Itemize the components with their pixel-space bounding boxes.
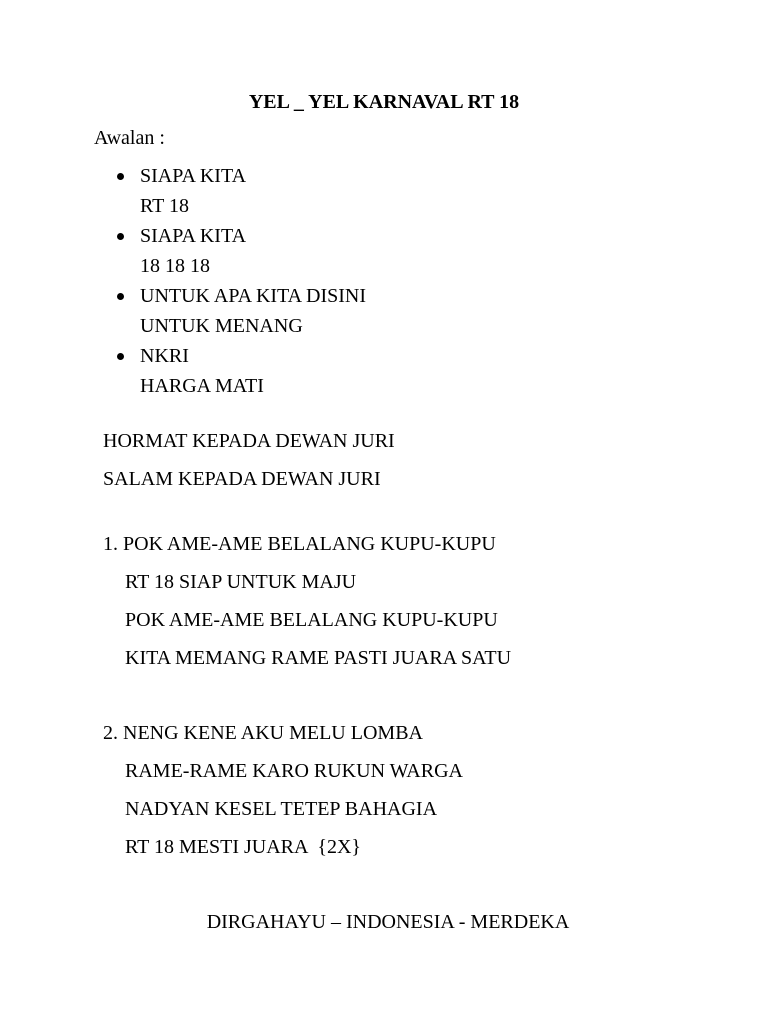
bullet-icon bbox=[117, 233, 124, 240]
list-item-call: SIAPA KITA bbox=[140, 225, 247, 247]
bullet-icon bbox=[117, 293, 124, 300]
list-item-response: 18 18 18 bbox=[140, 255, 210, 277]
list-item-call: SIAPA KITA bbox=[140, 165, 247, 187]
verse-line: POK AME-AME BELALANG KUPU-KUPU bbox=[125, 609, 498, 631]
list-item-response: RT 18 bbox=[140, 195, 189, 217]
verse-line: 1. POK AME-AME BELALANG KUPU-KUPU bbox=[103, 533, 496, 555]
page-title: YEL _ YEL KARNAVAL RT 18 bbox=[248, 91, 520, 113]
greeting-line: SALAM KEPADA DEWAN JURI bbox=[103, 468, 381, 490]
intro-label: Awalan : bbox=[94, 127, 165, 149]
list-item-response: HARGA MATI bbox=[140, 375, 264, 397]
verse-line: NADYAN KESEL TETEP BAHAGIA bbox=[125, 798, 438, 820]
list-item-call: NKRI bbox=[140, 345, 189, 367]
list-item-call: UNTUK APA KITA DISINI bbox=[140, 285, 367, 307]
bullet-icon bbox=[117, 353, 124, 360]
bullet-icon bbox=[117, 173, 124, 180]
verse-line: 2. NENG KENE AKU MELU LOMBA bbox=[103, 722, 423, 744]
verse-line: KITA MEMANG RAME PASTI JUARA SATU bbox=[125, 647, 512, 669]
greeting-line: HORMAT KEPADA DEWAN JURI bbox=[103, 430, 395, 452]
verse-line: RAME-RAME KARO RUKUN WARGA bbox=[125, 760, 463, 782]
list-item-response: UNTUK MENANG bbox=[140, 315, 303, 337]
verse-line: RT 18 MESTI JUARA {2X} bbox=[125, 836, 361, 858]
verse-line: RT 18 SIAP UNTUK MAJU bbox=[125, 571, 357, 593]
closing-line: DIRGAHAYU – INDONESIA - MERDEKA bbox=[206, 911, 570, 933]
